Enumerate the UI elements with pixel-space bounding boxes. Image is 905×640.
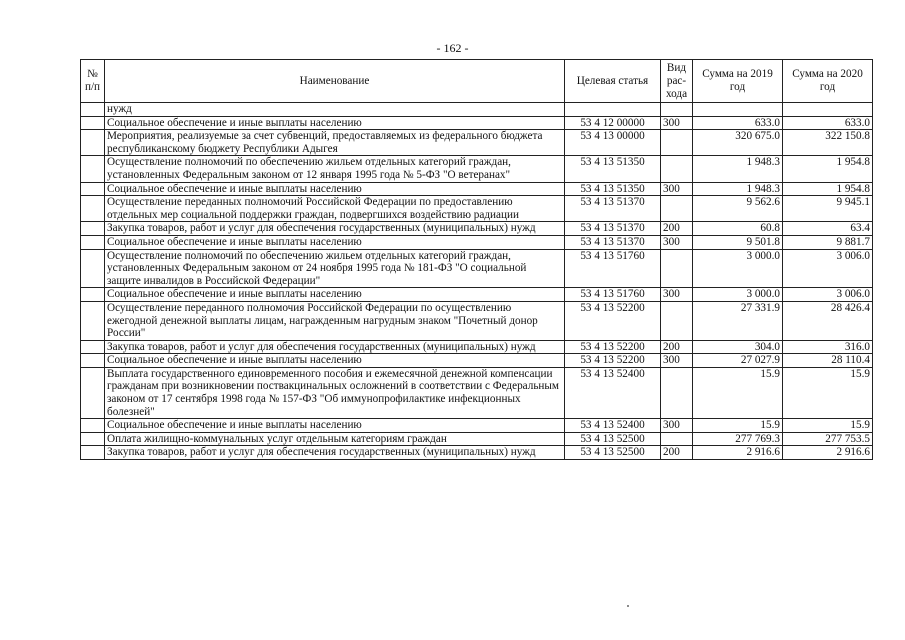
cell-expense-type: 300 <box>661 116 693 130</box>
cell-sum-2019: 1 948.3 <box>693 156 783 182</box>
cell-sum-2019 <box>693 103 783 117</box>
cell-sum-2020: 15.9 <box>783 419 873 433</box>
cell-expense-type <box>661 103 693 117</box>
cell-sum-2019: 277 769.3 <box>693 432 783 446</box>
header-code: Целевая статья <box>565 60 661 103</box>
table-row <box>81 367 873 418</box>
table-row <box>81 446 873 460</box>
cell-no <box>81 130 105 156</box>
cell-name: Социальное обеспечение и иные выплаты населению <box>105 419 565 433</box>
table-row <box>81 235 873 249</box>
cell-expense-type: 200 <box>661 446 693 460</box>
cell-no <box>81 288 105 302</box>
cell-expense-type <box>661 156 693 182</box>
cell-code: 53 4 13 52200 <box>565 340 661 354</box>
cell-name: Осуществление переданных полномочий Российской Федерации по предоставлению отдельных мер социальной поддержки граждан, подвергшихся воздействию радиации <box>105 196 565 222</box>
cell-no <box>81 116 105 130</box>
cell-sum-2020: 1 954.8 <box>783 182 873 196</box>
cell-sum-2020 <box>783 103 873 117</box>
cell-expense-type: 300 <box>661 182 693 196</box>
cell-name: Закупка товаров, работ и услуг для обеспечения государственных (муниципальных) нужд <box>105 446 565 460</box>
table-body <box>81 103 873 460</box>
cell-code: 53 4 13 51370 <box>565 235 661 249</box>
cell-no <box>81 367 105 418</box>
cell-code: 53 4 13 51350 <box>565 182 661 196</box>
cell-sum-2020: 63.4 <box>783 222 873 236</box>
cell-expense-type <box>661 432 693 446</box>
cell-sum-2020: 2 916.6 <box>783 446 873 460</box>
cell-expense-type <box>661 367 693 418</box>
cell-name: Осуществление полномочий по обеспечению жильем отдельных категорий граждан, установленных Федеральным законом от 24 ноября 1995 года № 181-ФЗ "О социальной защите инвалидов в Российской Федерации" <box>105 249 565 288</box>
cell-sum-2020: 322 150.8 <box>783 130 873 156</box>
cell-expense-type: 200 <box>661 222 693 236</box>
cell-name: Закупка товаров, работ и услуг для обеспечения государственных (муниципальных) нужд <box>105 340 565 354</box>
table-row <box>81 432 873 446</box>
header-type: Вид рас-хода <box>661 60 693 103</box>
cell-sum-2020: 9 881.7 <box>783 235 873 249</box>
cell-expense-type <box>661 249 693 288</box>
cell-sum-2020: 633.0 <box>783 116 873 130</box>
cell-sum-2019: 633.0 <box>693 116 783 130</box>
cell-code: 53 4 13 52500 <box>565 432 661 446</box>
table-row <box>81 354 873 368</box>
table-row <box>81 103 873 117</box>
table-row <box>81 340 873 354</box>
cell-sum-2019: 60.8 <box>693 222 783 236</box>
table-row <box>81 249 873 288</box>
cell-code: 53 4 13 00000 <box>565 130 661 156</box>
cell-no <box>81 340 105 354</box>
cell-sum-2019: 3 000.0 <box>693 288 783 302</box>
cell-expense-type <box>661 130 693 156</box>
table-row <box>81 156 873 182</box>
cell-sum-2019: 304.0 <box>693 340 783 354</box>
cell-name: Социальное обеспечение и иные выплаты населению <box>105 116 565 130</box>
cell-no <box>81 419 105 433</box>
table-header-row <box>81 60 873 103</box>
cell-code <box>565 103 661 117</box>
cell-sum-2019: 2 916.6 <box>693 446 783 460</box>
table-row <box>81 301 873 340</box>
cell-sum-2019: 15.9 <box>693 367 783 418</box>
cell-name: нужд <box>105 103 565 117</box>
cell-name: Закупка товаров, работ и услуг для обеспечения государственных (муниципальных) нужд <box>105 222 565 236</box>
page-number: - 162 - <box>436 41 469 55</box>
scan-speck <box>627 605 629 607</box>
cell-name: Социальное обеспечение и иные выплаты населению <box>105 235 565 249</box>
cell-expense-type: 300 <box>661 354 693 368</box>
cell-code: 53 4 13 52400 <box>565 419 661 433</box>
cell-no <box>81 301 105 340</box>
cell-sum-2020: 28 426.4 <box>783 301 873 340</box>
cell-name: Осуществление переданного полномочия Российской Федерации по осуществлению ежегодной денежной выплаты лицам, награжденным нагрудным знаком "Почетный донор России" <box>105 301 565 340</box>
cell-no <box>81 432 105 446</box>
cell-no <box>81 196 105 222</box>
cell-sum-2019: 9 562.6 <box>693 196 783 222</box>
table-row <box>81 222 873 236</box>
cell-no <box>81 103 105 117</box>
cell-sum-2019: 15.9 <box>693 419 783 433</box>
cell-no <box>81 354 105 368</box>
cell-sum-2020: 9 945.1 <box>783 196 873 222</box>
cell-expense-type: 200 <box>661 340 693 354</box>
cell-name: Оплата жилищно-коммунальных услуг отдельным категориям граждан <box>105 432 565 446</box>
cell-expense-type: 300 <box>661 235 693 249</box>
cell-no <box>81 156 105 182</box>
cell-sum-2019: 27 331.9 <box>693 301 783 340</box>
budget-table <box>80 59 873 460</box>
cell-expense-type: 300 <box>661 419 693 433</box>
cell-name: Выплата государственного единовременного пособия и ежемесячной денежной компенсации гражданам при возникновении поствакцинальных осложнений в соответствии с Федеральным законом от 17 сентября 1998 года № 157-ФЗ "Об иммунопрофилактике инфекционных болезней" <box>105 367 565 418</box>
cell-code: 53 4 13 52200 <box>565 301 661 340</box>
cell-code: 53 4 12 00000 <box>565 116 661 130</box>
table-row <box>81 130 873 156</box>
cell-code: 53 4 13 52500 <box>565 446 661 460</box>
cell-sum-2020: 316.0 <box>783 340 873 354</box>
header-no: № п/п <box>81 60 105 103</box>
cell-code: 53 4 13 51370 <box>565 222 661 236</box>
cell-name: Социальное обеспечение и иные выплаты населению <box>105 288 565 302</box>
cell-no <box>81 222 105 236</box>
cell-sum-2020: 15.9 <box>783 367 873 418</box>
cell-sum-2020: 3 006.0 <box>783 249 873 288</box>
cell-sum-2020: 28 110.4 <box>783 354 873 368</box>
cell-code: 53 4 13 52400 <box>565 367 661 418</box>
cell-code: 53 4 13 51760 <box>565 288 661 302</box>
cell-code: 53 4 13 52200 <box>565 354 661 368</box>
header-sum-2020: Сумма на 2020 год <box>783 60 873 103</box>
cell-expense-type <box>661 196 693 222</box>
cell-expense-type <box>661 301 693 340</box>
cell-code: 53 4 13 51370 <box>565 196 661 222</box>
table-row <box>81 116 873 130</box>
cell-sum-2019: 320 675.0 <box>693 130 783 156</box>
table-row <box>81 288 873 302</box>
cell-code: 53 4 13 51350 <box>565 156 661 182</box>
cell-name: Осуществление полномочий по обеспечению жильем отдельных категорий граждан, установленных Федеральным законом от 12 января 1995 года № 5-ФЗ "О ветеранах" <box>105 156 565 182</box>
cell-name: Социальное обеспечение и иные выплаты населению <box>105 354 565 368</box>
header-sum-2019: Сумма на 2019 год <box>693 60 783 103</box>
cell-sum-2020: 277 753.5 <box>783 432 873 446</box>
cell-code: 53 4 13 51760 <box>565 249 661 288</box>
cell-sum-2019: 1 948.3 <box>693 182 783 196</box>
cell-name: Мероприятия, реализуемые за счет субвенций, предоставляемых из федерального бюджета республиканскому бюджету Республики Адыгея <box>105 130 565 156</box>
table-row <box>81 182 873 196</box>
cell-expense-type: 300 <box>661 288 693 302</box>
header-name: Наименование <box>105 60 565 103</box>
cell-sum-2019: 3 000.0 <box>693 249 783 288</box>
cell-no <box>81 249 105 288</box>
table-row <box>81 419 873 433</box>
cell-name: Социальное обеспечение и иные выплаты населению <box>105 182 565 196</box>
cell-no <box>81 182 105 196</box>
table-row <box>81 196 873 222</box>
cell-sum-2020: 3 006.0 <box>783 288 873 302</box>
cell-sum-2020: 1 954.8 <box>783 156 873 182</box>
cell-sum-2019: 27 027.9 <box>693 354 783 368</box>
cell-sum-2019: 9 501.8 <box>693 235 783 249</box>
cell-no <box>81 235 105 249</box>
cell-no <box>81 446 105 460</box>
